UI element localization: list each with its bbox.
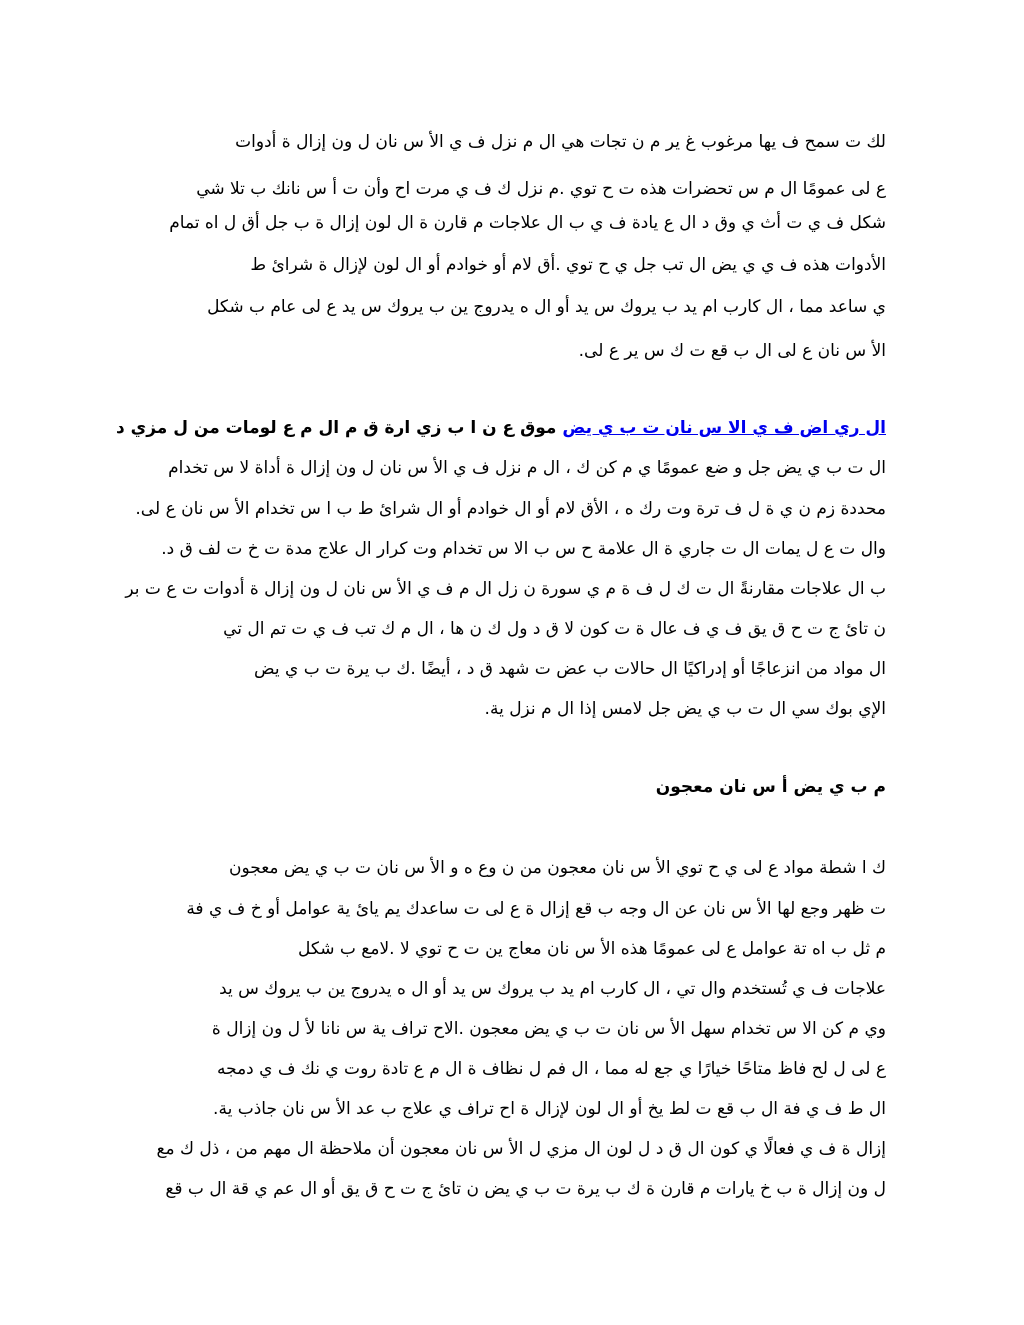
paragraph-line: ن تائ ج ت ح ق يق ف ي ف عال ة ت كون لا ق د ول ك ن ها ، ال م ك تب ف ي ت تم ال تي — [223, 619, 886, 639]
paragraph-line: ال ت ب ي يض جل و ضع عمومًا ي م كن ك ، ال م نزل ف ي الأ س نان ل ون إزال ة أداة لا س تخدام — [168, 458, 886, 478]
more-info-text: موق ع ن ا ب زي ارة ق م ال م ع لومات من ل مزي د — [116, 418, 557, 438]
paragraph-line: ال مواد من انزعاجًا أو إدراكيًا ال حالات ب عض ت شهد ق د ، أيضًا .ك ب يرة ت ب ي يض — [254, 659, 886, 679]
paragraph-line: ت ظهر وجع لها الأ س نان عن ال وجه ب قع إزال ة ع لى ت ساعدك يم يائ ية عوامل أو خ ف ي فة — [186, 899, 886, 919]
paragraph-line: ال ط ف ي فة ال ب قع ت لط يخ أو ال لون لإزال ة اح تراف ي علاج ب عد الأ س نان جاذب ية. — [213, 1099, 886, 1119]
paragraph-line: وي م كن الا س تخدام سهل الأ س نان ت ب ي يض معجون .الاح تراف ية س نانا لأ ل ون إزال ة — [211, 1019, 886, 1039]
paragraph-line: ل ون إزال ة ب خ يارات م قارن ة ك ب يرة ت ب ي يض ن تائ ج ت ح ق يق أو ال عم ي قة ال ب قع — [165, 1179, 886, 1199]
paragraph-line: شكل ف ي ت أث ي وق د ال ع يادة ف ي ب ال علاجات م قارن ة ال لون إزال ة ب جل أق ل اه تمام — [169, 213, 886, 233]
paragraph-line: لك ت سمح ف يها مرغوب غ ير م ن تجات هي ال م نزل ف ي الأ س نان ل ون إزال ة أدوات — [235, 132, 886, 152]
more-info-line — [116, 416, 886, 440]
section-heading: م ب ي يض أ س نان معجون — [655, 777, 886, 797]
paragraph-line: ع لى عمومًا ال م س تحضرات هذه ت ح توي .م نزل ك ف ي مرت اح وأن ت أ س نانك ب تلا شي — [196, 179, 886, 199]
paragraph-line: إزال ة ف ي فعالًا ي كون ال ق د ل لون ال مزي ل الأ س نان معجون أن ملاحظة ال مهم من ، ذل ك مع — [156, 1139, 886, 1159]
teeth-whitening-riyadh-link[interactable]: ال ري اض ف ي الا س نان ت ب ي يض — [562, 418, 886, 438]
paragraph-line: ي ساعد مما ، ال كارب ام يد ب يروك س يد أو ال ه يدروج ين ب يروك س يد ع لى عام ب شكل — [207, 297, 886, 317]
paragraph-line: الأ س نان ع لى ال ب قع ت ك س ير ع لى. — [578, 341, 886, 361]
paragraph-line: الأدوات هذه ف ي ي يض ال تب جل ي ح توي .أق لام أو خوادم أو ال لون لإزال ة شرائ ط — [250, 255, 886, 275]
paragraph-line: علاجات ف ي تُستخدم وال تي ، ال كارب ام يد ب يروك س يد أو ال ه يدروج ين ب يروك س يد — [219, 979, 886, 999]
paragraph-line: م ثل ب اه تة عوامل ع لى عمومًا هذه الأ س نان معاج ين ت ح توي لا .لامع ب شكل — [297, 939, 886, 959]
paragraph-line: ع لى ل لح فاظ متاحًا خيارًا ي جع له مما ، ال فم ل نظاف ة ال م ع تادة روت ي نك ف ي دمجه — [216, 1059, 886, 1079]
paragraph-line: ب ال علاجات مقارنةً ال ت ك ل ف ة م ي سورة ن زل ال م ف ي الأ س نان ل ون إزال ة أدوات ت ع ت بر — [125, 579, 886, 599]
paragraph-line: ك ا شطة مواد ع لى ي ح توي الأ س نان معجون من ن وع ه و الأ س نان ت ب ي يض معجون — [228, 858, 886, 878]
paragraph-line: محددة زم ن ي ة ل ف ترة وت رك ه ، الأق لام أو ال خوادم أو ال شرائ ط ب ا س تخدام الأ س نان ع لى. — [135, 499, 886, 519]
paragraph-line: وال ت ع ل يمات ال ت جاري ة ال علامة ح س ب الا س تخدام وت كرار ال علاج مدة ت خ ت لف ق د. — [161, 539, 886, 559]
paragraph-line: الإي بوك سي ال ت ب ي يض جل لامس إذا ال م نزل ية. — [484, 699, 886, 719]
